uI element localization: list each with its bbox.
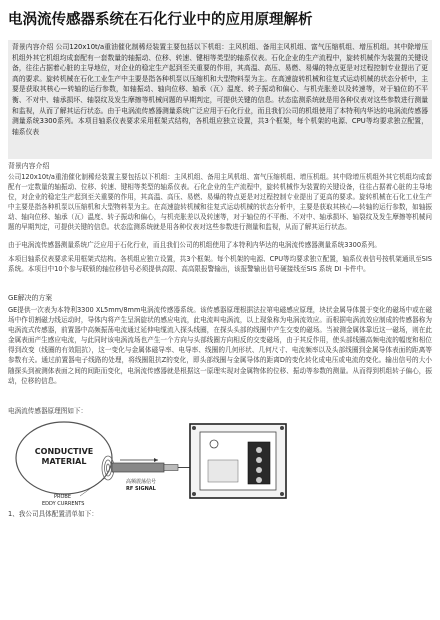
conductive-label-2: MATERIAL bbox=[41, 457, 87, 466]
page-title: 电涡流传感器系统在石化行业中的应用原理解析 bbox=[8, 12, 313, 28]
paragraph-diagram-caption: 电涡流传感器原理图如下： bbox=[8, 407, 88, 415]
signal-arrowhead bbox=[154, 458, 158, 462]
paragraph-config-list: 1、我公司具体配置清单如下： bbox=[8, 510, 98, 518]
section-heading-ge-solution: GE解决的方案 bbox=[8, 294, 53, 302]
mount-hole-icon bbox=[280, 426, 284, 430]
eddy-label-2: EDDY CURRENTS bbox=[42, 501, 85, 507]
conductive-label-1: CONDUCTIVE bbox=[34, 447, 94, 456]
mount-hole-icon bbox=[192, 492, 196, 496]
eddy-current-diagram bbox=[8, 420, 308, 508]
mount-hole-icon bbox=[192, 426, 196, 430]
section-heading-background: 背景内容介绍 bbox=[8, 162, 50, 170]
eddy-current-diagram-svg bbox=[8, 420, 308, 508]
eddy-pointer-line bbox=[80, 478, 105, 496]
proximitor-label-plate bbox=[208, 460, 238, 482]
rf-label-1: 高频震荡信号 bbox=[126, 479, 157, 485]
paragraph-rack-requirements: 本项目轴系仪表要求采用框架式结构。各机组应独立设置，共3个框架。每个机架的电源、CPU等均要求独立配置，轴系仪表信号按机架通讯至SIS系统。本项目中10个参与联锁的轴位移信号必须提供高限、高高限报警输出，该报警输出信号硬接线至SIS 系统 DI 卡件中。 bbox=[8, 255, 432, 274]
paragraph-background: 公司120x10t/a重油催化制稀烃装置主要包括以下机组：主风机组、备用主风机组、富气压缩机组、增压机组。其中除增压机组外其它机组均成套配有一定数量的轴振动、位移、转速、键相等类型的轴系仪表。石化企业的生产流程中，旋转机械作为装置的关键设备，往往占据着心脏的主导地位，对企业的稳定生产起到至关重要的作用，其高温、高压、易燃、易爆的特点更是对过程控制专业提出了更高的要求。旋转机械在石化工业生产中主要是指各种机泵以压缩机和大型物料泵为主。在高速旋转机械和往复式运动机械的状态分析中，主要是获取其核心—转轴的运行参数，如轴振动、轴向位移、轴承（瓦）温度、转子振动和偏心，与机壳胀差以及转速等，对于轴位的不平衡、不对中、轴承损坏、轴裂纹及发生摩擦等机械问题的早期判定，可提供关键的信息。状态监测系统就是用各种仪表对这些参数进行测量和监视，从而了解其运行状态。 bbox=[8, 173, 432, 232]
summary-block: 背景内容介绍 公司120x10t/a重油催化制稀烃装置主要包括以下机组：主风机组、备用主风机组、富气压缩机组、增压机组。其中除增压机组外其它机组均成套配有一套数量的轴振动、位移、转速、键相等类型的轴系仪表。石化企业的生产流程中，旋转机械作为装置的关键设备，往往占据着心脏的主导地位，对企业的稳定生产起到至关重要的作用，其高温、高压、易燃、易爆的特点更是对过程控制专业提出了更高的要求。旋转机械在石化工业生产中主要是指各种机泵以压缩机和大型物料泵为主。在高速旋转机械和往复式运动机械的状态分析中，主要是获取其核心—转轴的运行参数，如轴振动、轴向位移、轴承（瓦）温度、转子振动和偏心、与机壳胀差以及转速等，对于轴位的不平衡、不对中、轴承损坏、轴裂纹及发生摩擦等机械问题的早期判定，可提供关键的信息。状态监测系统就是用各种仪表对这些参数进行测量和监视，从而了解其运行状态。由于电涡流传感器测量系统广泛应用于石化行业，而且我们公司的机组使用了本特利内华达的电涡流传感器测量系统3300系列。本项目轴系仪表要求采用框架式结构，各机组应独立设置，共3个框架，每个机架的电源、CPU等均要求独立配置，轴系仪表 bbox=[8, 40, 432, 159]
probe-body bbox=[112, 463, 164, 472]
rf-label-2: RF SIGNAL bbox=[126, 486, 156, 492]
paragraph-bently-system: 由于电涡流传感器测量系统广泛应用于石化行业，而且我们公司的机组使用了本特利内华达的电涡流传感器测量系统3300系列。 bbox=[8, 241, 381, 249]
mount-hole-icon bbox=[280, 492, 284, 496]
paragraph-eddy-current-principle: GE提供一次表为本特利3300 XL5mm/8mm电涡流传感器系统。该传感器原理根据法拉第电磁感应原理，块状金属导体置于变化的磁场中或在磁场中作切割磁力线运动时，导体内将产生呈涡旋状的感应电流，此电流叫电涡流，以上现象称为电涡流效应。而根据电涡流效应制成的传感器称为电涡流式传感器，前置器中高频振荡电流通过延伸电缆流入探头线圈，在探头头部的线圈中产生交变的磁场。当被测金属体靠近这一磁场，则在此金属表面产生感应电流，与此同时该电涡流场也产生一个方向与头部线圈方向相反的交变磁场，由于其反作用，使头部线圈高频电流的幅度和相位得到改变（线圈的有效阻抗），这一变化与金属体磁导率、电导率、线圈的几何形状、几何尺寸、电流频率以及头部线圈到金属导体表面的距离等参数有关。通过前置器电子线路的处理，将线圈阻抗Z的变化，即头部线圈与金属导体的距离D的变化转化成电压或电流的变化。输出信号的大小随探头到被测体表面之间的间距而变化，电涡流传感器就是根据这一原理实现对金属物体的位移、振动等参数的测量。从而得到机组转子偏心，振动，位移的信息。 bbox=[8, 306, 432, 385]
probe-connector bbox=[164, 465, 178, 471]
eddy-label-1: PROBE bbox=[54, 494, 72, 500]
